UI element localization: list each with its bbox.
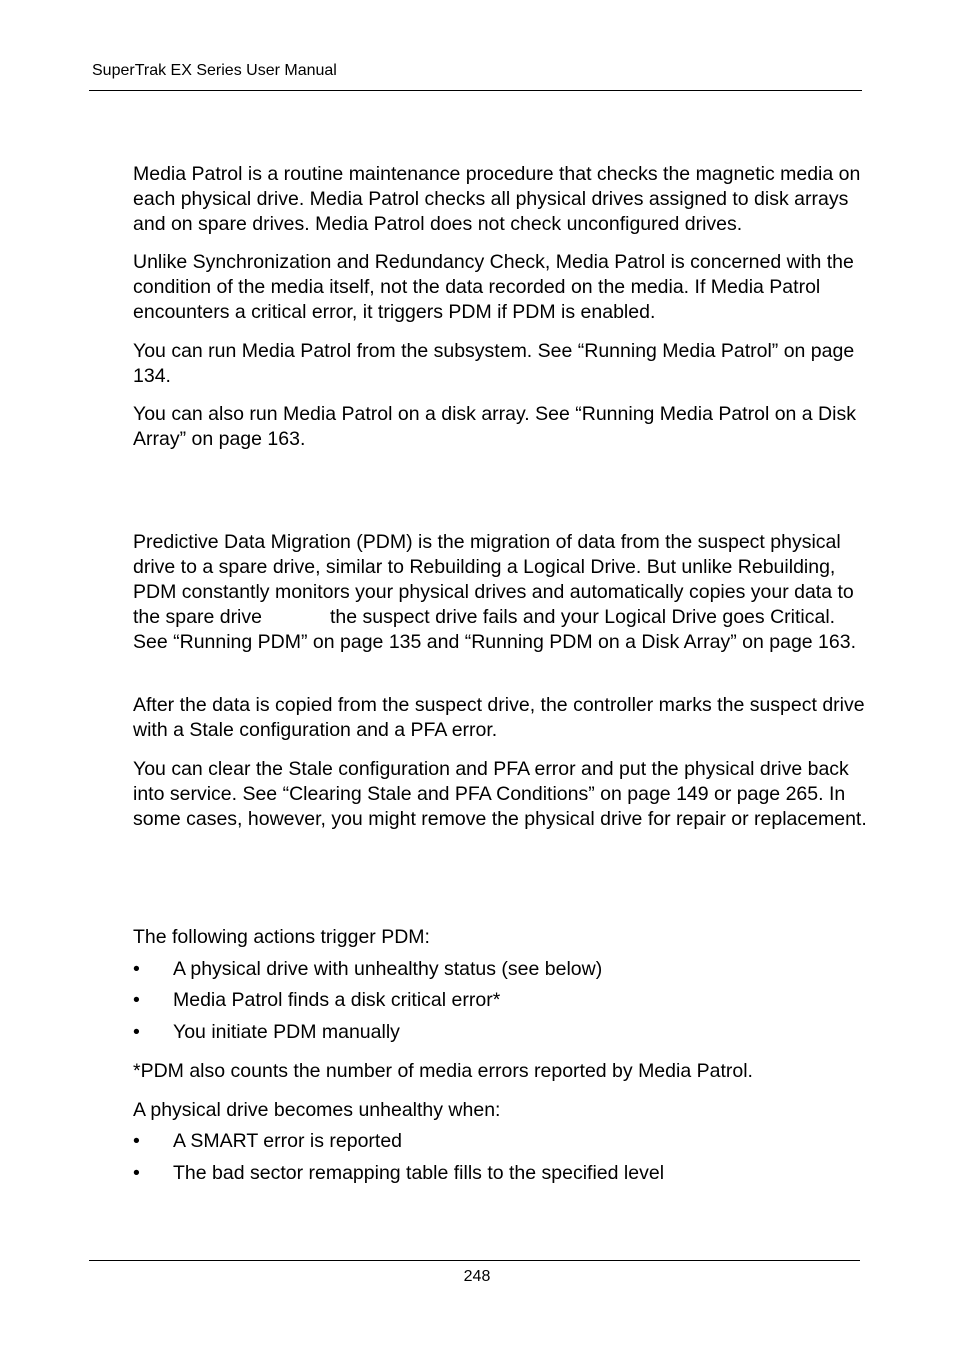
unhealthy-intro: A physical drive becomes unhealthy when: — [133, 1099, 501, 1121]
pdm-paragraph-1-part-1: Predictive Data Migration (PDM) is the migration of data from the suspect physical drive to a spare drive, similar to Rebuilding a Logical Drive. But unlike Rebuilding, PDM constantly monitors your physical drives and automatically copies your data to the spare drive — [133, 531, 854, 628]
bullet-icon: • — [133, 989, 140, 1011]
list-item-text: The bad sector remapping table fills to the specified level — [173, 1162, 665, 1184]
list-item-text: You initiate PDM manually — [173, 1021, 400, 1043]
footer-divider — [89, 1260, 860, 1261]
media-patrol-paragraph-1: Media Patrol is a routine maintenance procedure that checks the magnetic media on each physical drive. Media Patrol checks all physical drives assigned to disk arrays and on spare drives. Media Patrol does not check unconfigured drives. — [133, 163, 861, 235]
media-patrol-paragraph-3: You can run Media Patrol from the subsystem. See “Running Media Patrol” on page 134. — [133, 340, 855, 387]
pdm-paragraph-2: After the data is copied from the suspect drive, the controller marks the suspect drive with a Stale configuration and a PFA error. — [133, 694, 865, 741]
bullet-icon: • — [133, 1021, 140, 1043]
pdm-paragraph-1-part-2: the suspect drive fails and your Logical Drive goes Critical. See “Running PDM” on page 135 and “Running PDM on a Disk Array” on page 163. — [133, 606, 857, 653]
media-patrol-paragraph-4: You can also run Media Patrol on a disk array. See “Running Media Patrol on a Disk Array” on page 163. — [133, 403, 856, 450]
list-item-text: A SMART error is reported — [173, 1130, 403, 1152]
bullet-icon: • — [133, 1162, 140, 1184]
header-divider — [89, 90, 862, 91]
list-item-text: A physical drive with unhealthy status (see below) — [173, 958, 603, 980]
pdm-paragraph-1 — [133, 530, 868, 655]
pdm-paragraph-3: You can clear the Stale configuration and PFA error and put the physical drive back into service. See “Clearing Stale and PFA Conditions” on page 149 or page 265. In some cases, however, you might remove the physical drive for repair or replacement. — [133, 758, 867, 830]
bullet-icon: • — [133, 958, 140, 980]
triggers-intro: The following actions trigger PDM: — [133, 926, 430, 948]
triggers-footnote: *PDM also counts the number of media errors reported by Media Patrol. — [133, 1060, 753, 1082]
list-item-text: Media Patrol finds a disk critical error* — [173, 989, 501, 1011]
manual-title: SuperTrak EX Series User Manual — [92, 62, 337, 79]
bullet-icon: • — [133, 1130, 140, 1152]
media-patrol-paragraph-2: Unlike Synchronization and Redundancy Check, Media Patrol is concerned with the condition of the media itself, not the data recorded on the media. If Media Patrol encounters a critical error, it triggers PDM if PDM is enabled. — [133, 251, 854, 323]
page-number: 248 — [463, 1268, 491, 1285]
